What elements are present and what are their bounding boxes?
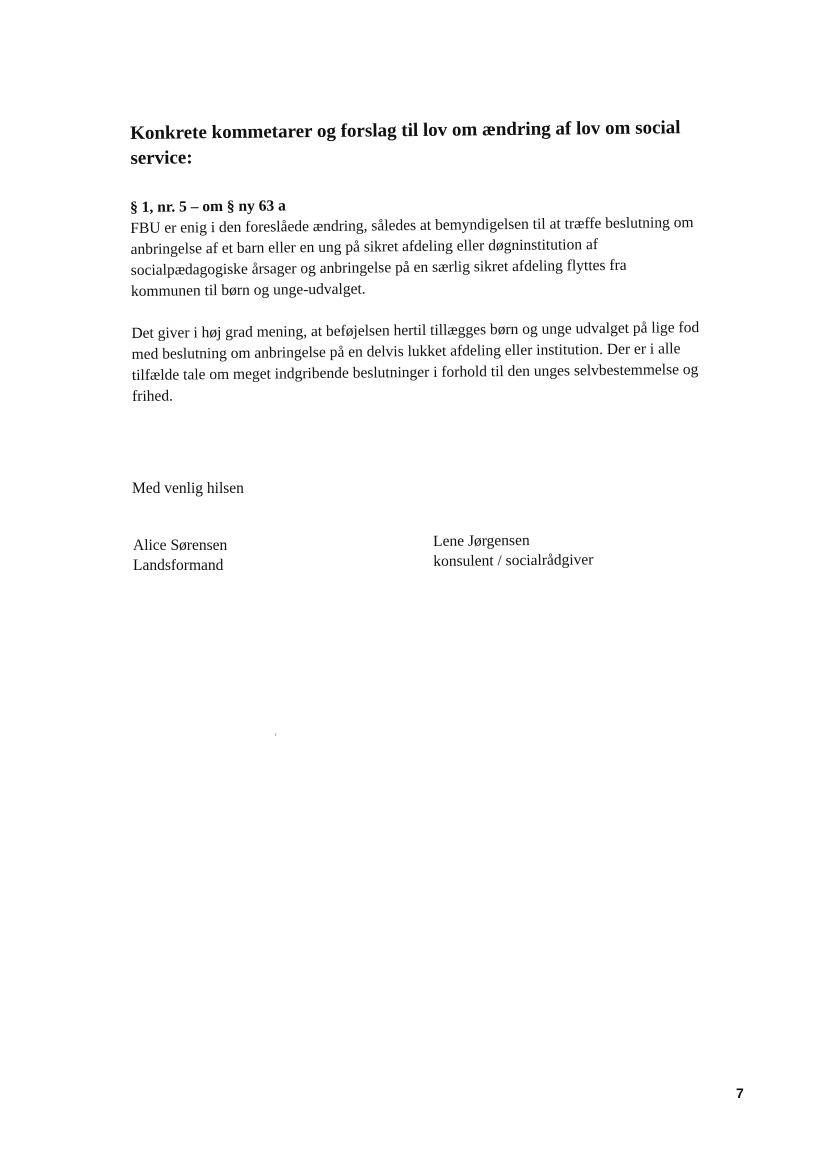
- document-heading: Konkrete kommetarer og forslag til lov om ændring af lov om social service:: [130, 117, 681, 169]
- section-title: § 1, nr. 5 – om § ny 63 a: [130, 197, 286, 216]
- section-paragraph-2: Det giver i høj grad mening, at beføjelsen hertil tillægges børn og unge udvalget på lige fod med beslutning om anbringelse på en delvis lukket afdeling eller institution. Der er i alle tilfælde tale om meget indgribende beslutninger i forhold til den unges selvbestemmelse og frihed.: [131, 319, 700, 405]
- signature-left-title: Landsformand: [133, 557, 224, 574]
- section-block: [130, 192, 752, 407]
- signature-left-name: Alice Sørensen: [133, 537, 228, 554]
- signature-right: [433, 530, 594, 572]
- signature-left: [133, 536, 227, 576]
- closing-greeting: Med venlig hilsen: [132, 480, 244, 497]
- page-number: 7: [736, 1085, 744, 1101]
- signature-right-name: Lene Jørgensen: [433, 531, 530, 550]
- section-paragraph-1: FBU er enig i den foreslåede ændring, således at bemyndigelsen til at træffe beslutning om anbringelse af et barn eller en ung på sikret afdeling eller døgninstitution af socialpædagogiske årsager og anbringelse på en særlig sikret afdeling flyttes fra kommunen til børn og unge-udvalget.: [130, 214, 694, 300]
- signature-right-title: konsulent / socialrådgiver: [433, 551, 594, 570]
- scan-speck: [275, 733, 276, 736]
